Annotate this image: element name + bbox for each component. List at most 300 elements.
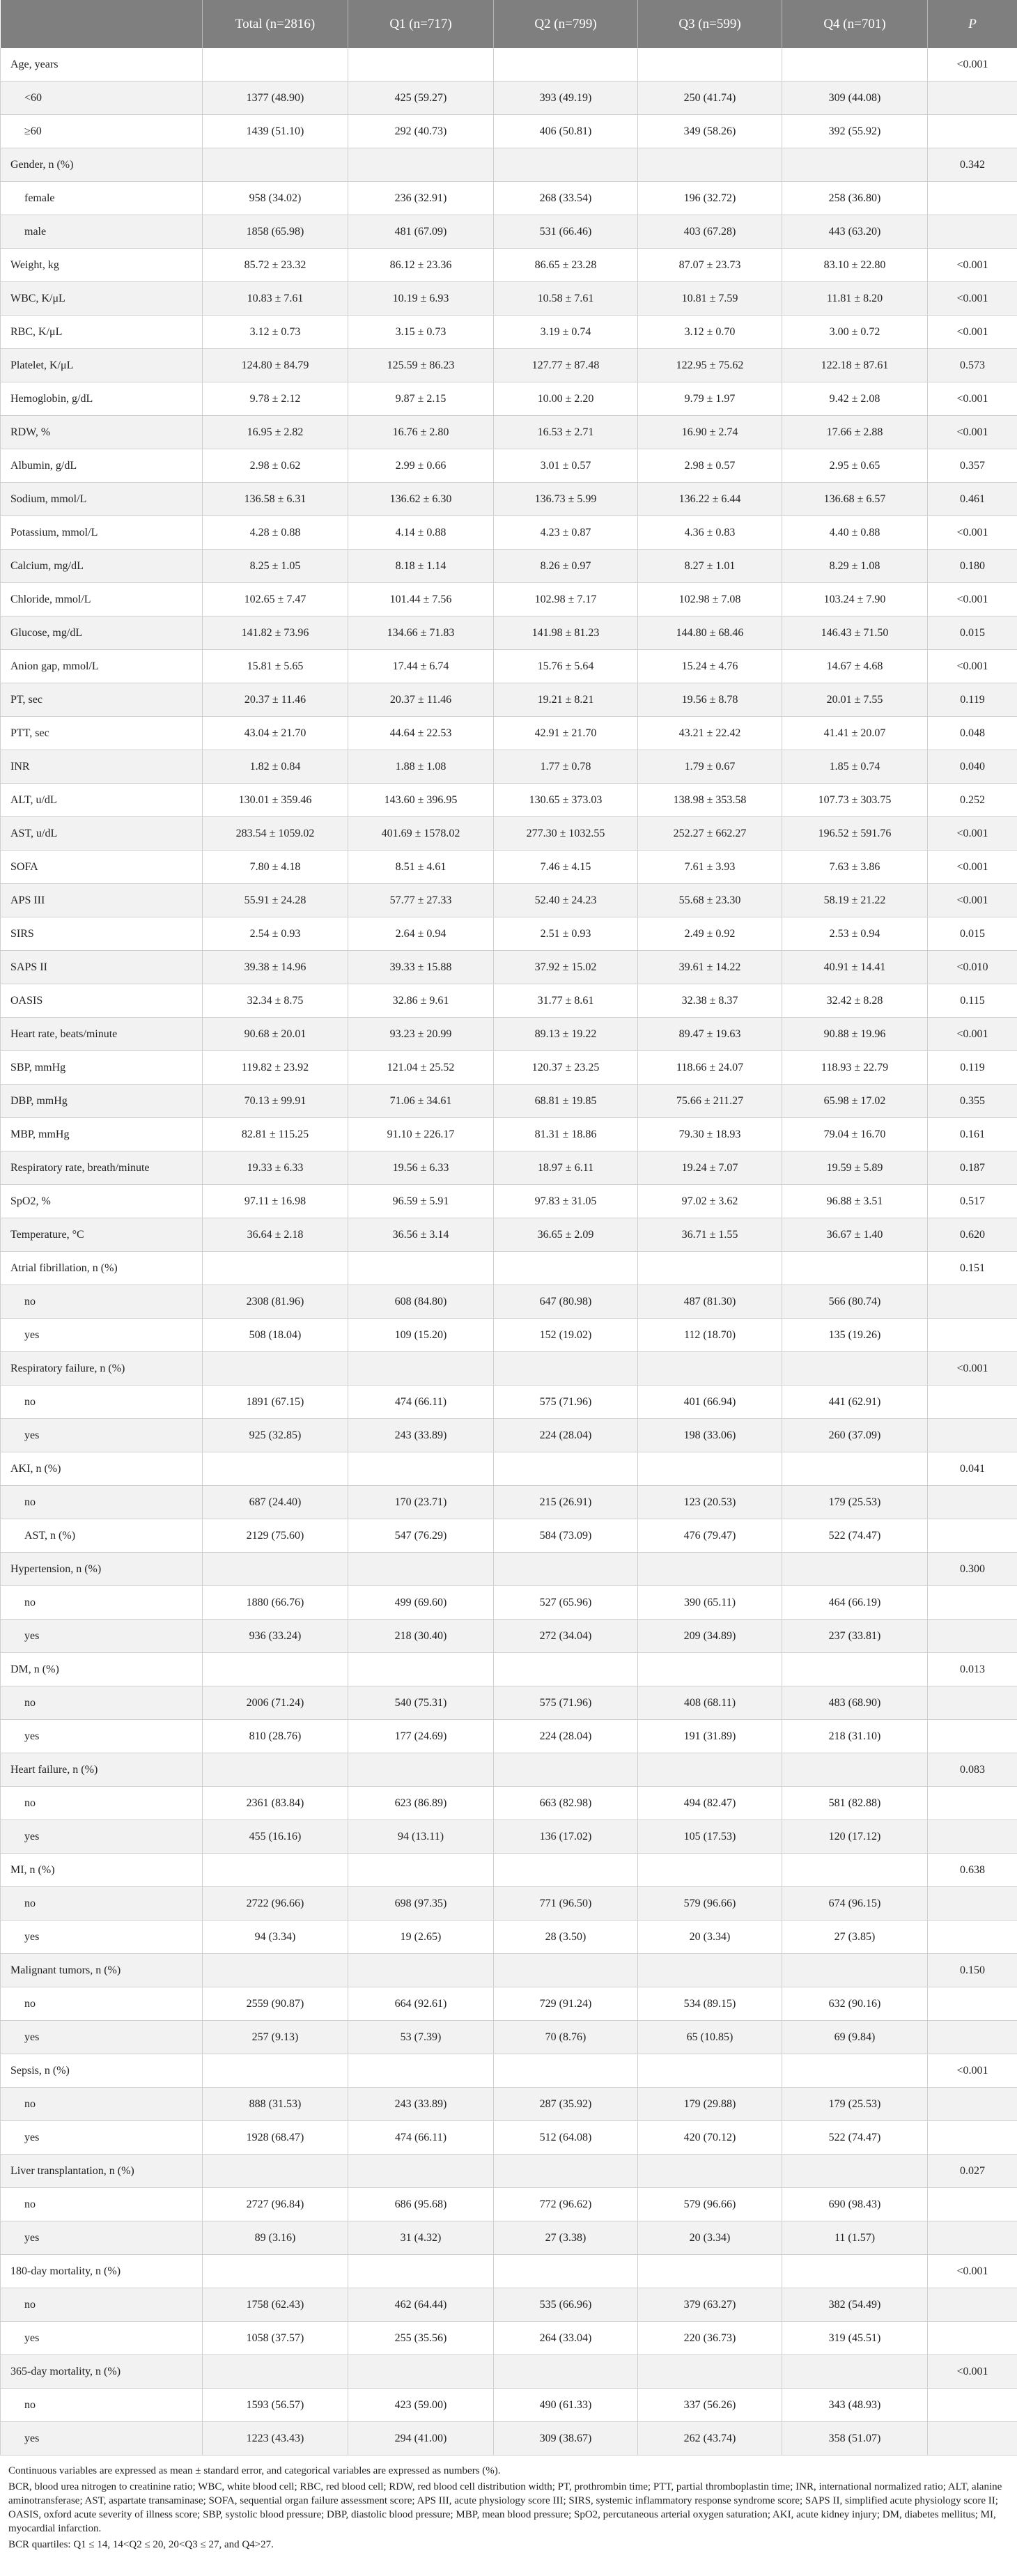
cell-q3: 1.79 ± 0.67 — [638, 750, 782, 784]
table-row — [1, 1854, 1017, 1887]
row-label: Chloride, mmol/L — [1, 583, 203, 616]
cell-p-value: 0.041 — [928, 1452, 1017, 1486]
cell-q3: 487 (81.30) — [638, 1285, 782, 1319]
cell-p-value: 0.180 — [928, 550, 1017, 583]
cell-p-value — [928, 2188, 1017, 2221]
cell-total: 2129 (75.60) — [203, 1519, 348, 1553]
cell-p-value — [928, 2422, 1017, 2455]
table-row — [1, 683, 1017, 717]
cell-q3: 32.38 ± 8.37 — [638, 984, 782, 1018]
cell-q1: 243 (33.89) — [348, 1419, 494, 1452]
cell-q2: 490 (61.33) — [494, 2389, 638, 2422]
cell-p-value: 0.150 — [928, 1954, 1017, 1987]
cell-total: 141.82 ± 73.96 — [203, 616, 348, 650]
row-label: SAPS II — [1, 951, 203, 984]
cell-q2: 264 (33.04) — [494, 2322, 638, 2355]
row-label: yes — [1, 2422, 203, 2455]
row-label: yes — [1, 1820, 203, 1854]
row-label: yes — [1, 2221, 203, 2255]
cell-total: 82.81 ± 115.25 — [203, 1118, 348, 1151]
cell-total — [203, 1452, 348, 1486]
cell-q1: 243 (33.89) — [348, 2088, 494, 2121]
cell-q4 — [782, 1452, 928, 1486]
cell-q1: 86.12 ± 23.36 — [348, 249, 494, 282]
row-label: MBP, mmHg — [1, 1118, 203, 1151]
cell-p-value — [928, 2288, 1017, 2322]
cell-q2: 406 (50.81) — [494, 115, 638, 148]
cell-p-value — [928, 182, 1017, 215]
cell-q2: 18.97 ± 6.11 — [494, 1151, 638, 1185]
cell-q3 — [638, 1452, 782, 1486]
cell-p-value — [928, 1820, 1017, 1854]
cell-p-value: <0.001 — [928, 316, 1017, 349]
header-q2: Q2 (n=799) — [494, 0, 638, 48]
table-row — [1, 616, 1017, 650]
cell-q4: 20.01 ± 7.55 — [782, 683, 928, 717]
cell-q4: 3.00 ± 0.72 — [782, 316, 928, 349]
cell-q4: 392 (55.92) — [782, 115, 928, 148]
cell-total: 8.25 ± 1.05 — [203, 550, 348, 583]
cell-q4: 32.42 ± 8.28 — [782, 984, 928, 1018]
table-row — [1, 2121, 1017, 2155]
cell-q4: 120 (17.12) — [782, 1820, 928, 1854]
cell-q1: 294 (41.00) — [348, 2422, 494, 2455]
cell-q3: 55.68 ± 23.30 — [638, 884, 782, 917]
table-row — [1, 2088, 1017, 2121]
cell-q2: 729 (91.24) — [494, 1987, 638, 2021]
cell-q4: 441 (62.91) — [782, 1386, 928, 1419]
cell-q2: 663 (82.98) — [494, 1787, 638, 1820]
cell-q1: 2.99 ± 0.66 — [348, 449, 494, 483]
cell-q4: 309 (44.08) — [782, 82, 928, 115]
cell-q1: 547 (76.29) — [348, 1519, 494, 1553]
table-row — [1, 1720, 1017, 1753]
cell-q1: 292 (40.73) — [348, 115, 494, 148]
cell-p-value — [928, 1921, 1017, 1954]
cell-q4: 65.98 ± 17.02 — [782, 1085, 928, 1118]
cell-q2: 3.19 ± 0.74 — [494, 316, 638, 349]
cell-q2 — [494, 1753, 638, 1787]
header-q1: Q1 (n=717) — [348, 0, 494, 48]
cell-p-value — [928, 2389, 1017, 2422]
cell-p-value: 0.187 — [928, 1151, 1017, 1185]
cell-q3: 209 (34.89) — [638, 1620, 782, 1653]
cell-q2: 268 (33.54) — [494, 182, 638, 215]
row-label: Liver transplantation, n (%) — [1, 2155, 203, 2188]
cell-q1: 19.56 ± 6.33 — [348, 1151, 494, 1185]
cell-q2: 535 (66.96) — [494, 2288, 638, 2322]
cell-q4 — [782, 1352, 928, 1386]
row-label: no — [1, 1787, 203, 1820]
table-row — [1, 249, 1017, 282]
cell-q3: 20 (3.34) — [638, 2221, 782, 2255]
cell-q3: 534 (89.15) — [638, 1987, 782, 2021]
cell-total: 1891 (67.15) — [203, 1386, 348, 1419]
cell-q3: 494 (82.47) — [638, 1787, 782, 1820]
table-row — [1, 1519, 1017, 1553]
cell-q4: 443 (63.20) — [782, 215, 928, 249]
cell-q2: 42.91 ± 21.70 — [494, 717, 638, 750]
table-row — [1, 1921, 1017, 1954]
cell-total: 1439 (51.10) — [203, 115, 348, 148]
cell-q4: 464 (66.19) — [782, 1586, 928, 1620]
header-p-value: P — [928, 0, 1017, 48]
cell-total: 15.81 ± 5.65 — [203, 650, 348, 683]
row-label: Heart failure, n (%) — [1, 1753, 203, 1787]
cell-p-value — [928, 2088, 1017, 2121]
cell-q1: 9.87 ± 2.15 — [348, 382, 494, 416]
cell-q3 — [638, 2155, 782, 2188]
cell-total: 2722 (96.66) — [203, 1887, 348, 1921]
cell-q1: 20.37 ± 11.46 — [348, 683, 494, 717]
table-row — [1, 1787, 1017, 1820]
cell-total: 32.34 ± 8.75 — [203, 984, 348, 1018]
cell-q4: 79.04 ± 16.70 — [782, 1118, 928, 1151]
row-label: Potassium, mmol/L — [1, 516, 203, 550]
cell-q1: 218 (30.40) — [348, 1620, 494, 1653]
table-row — [1, 115, 1017, 148]
cell-q4: 122.18 ± 87.61 — [782, 349, 928, 382]
cell-q4: 103.24 ± 7.90 — [782, 583, 928, 616]
table-row — [1, 1486, 1017, 1519]
footnote-line: Continuous variables are expressed as mean ± standard error, and categorical variables are expressed as numbers (%). — [8, 2465, 501, 2476]
cell-q2: 36.65 ± 2.09 — [494, 1218, 638, 1252]
row-label: DBP, mmHg — [1, 1085, 203, 1118]
cell-q1: 17.44 ± 6.74 — [348, 650, 494, 683]
cell-q1 — [348, 1452, 494, 1486]
cell-q2: 309 (38.67) — [494, 2422, 638, 2455]
table-row — [1, 1686, 1017, 1720]
table-row — [1, 1051, 1017, 1085]
row-label: yes — [1, 2121, 203, 2155]
row-label: Atrial fibrillation, n (%) — [1, 1252, 203, 1285]
cell-total: 2727 (96.84) — [203, 2188, 348, 2221]
cell-q2: 1.77 ± 0.78 — [494, 750, 638, 784]
cell-q2: 771 (96.50) — [494, 1887, 638, 1921]
table-row — [1, 650, 1017, 683]
cell-p-value — [928, 1987, 1017, 2021]
cell-total: 455 (16.16) — [203, 1820, 348, 1854]
cell-total: 1593 (56.57) — [203, 2389, 348, 2422]
cell-total: 4.28 ± 0.88 — [203, 516, 348, 550]
table-row — [1, 316, 1017, 349]
cell-q2: 136 (17.02) — [494, 1820, 638, 1854]
cell-p-value: <0.010 — [928, 951, 1017, 984]
cell-total — [203, 2355, 348, 2389]
cell-q1: 255 (35.56) — [348, 2322, 494, 2355]
cell-q2: 7.46 ± 4.15 — [494, 851, 638, 884]
cell-q4: 7.63 ± 3.86 — [782, 851, 928, 884]
cell-q4: 179 (25.53) — [782, 1486, 928, 1519]
cell-total: 130.01 ± 359.46 — [203, 784, 348, 817]
cell-q4: 96.88 ± 3.51 — [782, 1185, 928, 1218]
cell-q3: 122.95 ± 75.62 — [638, 349, 782, 382]
cell-q4: 17.66 ± 2.88 — [782, 416, 928, 449]
cell-q4: 36.67 ± 1.40 — [782, 1218, 928, 1252]
row-label: no — [1, 1686, 203, 1720]
cell-total — [203, 1352, 348, 1386]
cell-q4: 146.43 ± 71.50 — [782, 616, 928, 650]
cell-q3 — [638, 2355, 782, 2389]
cell-p-value: <0.001 — [928, 516, 1017, 550]
cell-q4: 632 (90.16) — [782, 1987, 928, 2021]
cell-q3: 43.21 ± 22.42 — [638, 717, 782, 750]
cell-q1: 44.64 ± 22.53 — [348, 717, 494, 750]
cell-q3: 39.61 ± 14.22 — [638, 951, 782, 984]
cell-p-value: 0.517 — [928, 1185, 1017, 1218]
table-row — [1, 1352, 1017, 1386]
table-row — [1, 583, 1017, 616]
cell-q1: 462 (64.44) — [348, 2288, 494, 2322]
cell-total: 43.04 ± 21.70 — [203, 717, 348, 750]
table-row — [1, 483, 1017, 516]
cell-q2: 152 (19.02) — [494, 1319, 638, 1352]
row-label: ALT, u/dL — [1, 784, 203, 817]
row-label: APS III — [1, 884, 203, 917]
cell-q3 — [638, 148, 782, 182]
table-row — [1, 2355, 1017, 2389]
cell-q1: 32.86 ± 9.61 — [348, 984, 494, 1018]
cell-p-value: <0.001 — [928, 2054, 1017, 2088]
table-row — [1, 2021, 1017, 2054]
cell-p-value — [928, 2322, 1017, 2355]
table-row — [1, 884, 1017, 917]
cell-q2: 28 (3.50) — [494, 1921, 638, 1954]
cell-p-value: <0.001 — [928, 48, 1017, 82]
table-row — [1, 851, 1017, 884]
cell-q1: 36.56 ± 3.14 — [348, 1218, 494, 1252]
cell-p-value — [928, 115, 1017, 148]
table-row — [1, 784, 1017, 817]
cell-q1: 170 (23.71) — [348, 1486, 494, 1519]
row-label: yes — [1, 1319, 203, 1352]
cell-p-value — [928, 1586, 1017, 1620]
cell-q3: 136.22 ± 6.44 — [638, 483, 782, 516]
cell-q2: 19.21 ± 8.21 — [494, 683, 638, 717]
cell-total: 55.91 ± 24.28 — [203, 884, 348, 917]
cell-q2: 8.26 ± 0.97 — [494, 550, 638, 583]
cell-q4 — [782, 2155, 928, 2188]
cell-q2: 287 (35.92) — [494, 2088, 638, 2121]
cell-total: 1928 (68.47) — [203, 2121, 348, 2155]
cell-q4: 581 (82.88) — [782, 1787, 928, 1820]
cell-q3: 123 (20.53) — [638, 1486, 782, 1519]
cell-q3: 379 (63.27) — [638, 2288, 782, 2322]
cell-q3: 403 (67.28) — [638, 215, 782, 249]
cell-q1: 53 (7.39) — [348, 2021, 494, 2054]
cell-q2: 575 (71.96) — [494, 1386, 638, 1419]
table-row — [1, 282, 1017, 316]
cell-q2: 772 (96.62) — [494, 2188, 638, 2221]
row-label: RBC, K/μL — [1, 316, 203, 349]
cell-q4: 260 (37.09) — [782, 1419, 928, 1452]
cell-q4: 522 (74.47) — [782, 1519, 928, 1553]
cell-total: 124.80 ± 84.79 — [203, 349, 348, 382]
cell-p-value — [928, 1620, 1017, 1653]
row-label: no — [1, 2188, 203, 2221]
table-header-row — [1, 0, 1017, 48]
cell-q3: 220 (36.73) — [638, 2322, 782, 2355]
cell-total: 70.13 ± 99.91 — [203, 1085, 348, 1118]
cell-total: 90.68 ± 20.01 — [203, 1018, 348, 1051]
cell-q3: 105 (17.53) — [638, 1820, 782, 1854]
cell-q4 — [782, 148, 928, 182]
cell-q4 — [782, 2054, 928, 2088]
row-label: no — [1, 1586, 203, 1620]
cell-q2: 10.58 ± 7.61 — [494, 282, 638, 316]
table-row — [1, 1620, 1017, 1653]
cell-p-value — [928, 2121, 1017, 2155]
row-label: WBC, K/μL — [1, 282, 203, 316]
cell-q1: 474 (66.11) — [348, 1386, 494, 1419]
cell-q1: 39.33 ± 15.88 — [348, 951, 494, 984]
cell-p-value: 0.357 — [928, 449, 1017, 483]
cell-p-value: 0.252 — [928, 784, 1017, 817]
cell-q4: 11.81 ± 8.20 — [782, 282, 928, 316]
cell-q3: 7.61 ± 3.93 — [638, 851, 782, 884]
cell-q1: 686 (95.68) — [348, 2188, 494, 2221]
row-label: Platelet, K/μL — [1, 349, 203, 382]
row-label: AST, n (%) — [1, 1519, 203, 1553]
cell-q1 — [348, 1954, 494, 1987]
row-label: Gender, n (%) — [1, 148, 203, 182]
cell-q2 — [494, 1352, 638, 1386]
row-label: yes — [1, 1921, 203, 1954]
cell-q1: 4.14 ± 0.88 — [348, 516, 494, 550]
cell-q3: 144.80 ± 68.46 — [638, 616, 782, 650]
table-row — [1, 817, 1017, 851]
cell-q3: 4.36 ± 0.83 — [638, 516, 782, 550]
cell-p-value: 0.115 — [928, 984, 1017, 1018]
cell-total: 283.54 ± 1059.02 — [203, 817, 348, 851]
row-label: Hypertension, n (%) — [1, 1553, 203, 1586]
cell-q1: 8.51 ± 4.61 — [348, 851, 494, 884]
cell-q2: 52.40 ± 24.23 — [494, 884, 638, 917]
table-row — [1, 382, 1017, 416]
table-row — [1, 1252, 1017, 1285]
cell-total: 257 (9.13) — [203, 2021, 348, 2054]
cell-p-value — [928, 2021, 1017, 2054]
cell-q3: 19.24 ± 7.07 — [638, 1151, 782, 1185]
cell-q3: 250 (41.74) — [638, 82, 782, 115]
cell-q4: 343 (48.93) — [782, 2389, 928, 2422]
cell-q3: 102.98 ± 7.08 — [638, 583, 782, 616]
cell-q1 — [348, 1553, 494, 1586]
row-label: Glucose, mg/dL — [1, 616, 203, 650]
cell-total: 936 (33.24) — [203, 1620, 348, 1653]
header-total: Total (n=2816) — [203, 0, 348, 48]
cell-q3: 65 (10.85) — [638, 2021, 782, 2054]
cell-q4: 58.19 ± 21.22 — [782, 884, 928, 917]
cell-total — [203, 1553, 348, 1586]
cell-q4: 674 (96.15) — [782, 1887, 928, 1921]
cell-total — [203, 1753, 348, 1787]
cell-q4: 319 (45.51) — [782, 2322, 928, 2355]
cell-q1: 121.04 ± 25.52 — [348, 1051, 494, 1085]
cell-q2: 97.83 ± 31.05 — [494, 1185, 638, 1218]
cell-q3: 198 (33.06) — [638, 1419, 782, 1452]
cell-p-value: <0.001 — [928, 382, 1017, 416]
cell-q2 — [494, 1954, 638, 1987]
cell-q1: 1.88 ± 1.08 — [348, 750, 494, 784]
cell-total: 10.83 ± 7.61 — [203, 282, 348, 316]
cell-q2: 70 (8.76) — [494, 2021, 638, 2054]
cell-total: 1377 (48.90) — [203, 82, 348, 115]
row-label: yes — [1, 2322, 203, 2355]
table-row — [1, 1987, 1017, 2021]
cell-q3: 196 (32.72) — [638, 182, 782, 215]
cell-q3 — [638, 1553, 782, 1586]
cell-total: 3.12 ± 0.73 — [203, 316, 348, 349]
cell-p-value — [928, 215, 1017, 249]
cell-q4: 358 (51.07) — [782, 2422, 928, 2455]
cell-q1 — [348, 1352, 494, 1386]
cell-q2: 120.37 ± 23.25 — [494, 1051, 638, 1085]
cell-q4 — [782, 1753, 928, 1787]
table-row — [1, 82, 1017, 115]
row-label: no — [1, 1887, 203, 1921]
cell-p-value: 0.027 — [928, 2155, 1017, 2188]
cell-total: 36.64 ± 2.18 — [203, 1218, 348, 1252]
cell-q3: 252.27 ± 662.27 — [638, 817, 782, 851]
cell-p-value: 0.355 — [928, 1085, 1017, 1118]
cell-total: 2.98 ± 0.62 — [203, 449, 348, 483]
cell-p-value: 0.620 — [928, 1218, 1017, 1252]
cell-q2: 277.30 ± 1032.55 — [494, 817, 638, 851]
cell-q1: 540 (75.31) — [348, 1686, 494, 1720]
cell-q3: 79.30 ± 18.93 — [638, 1118, 782, 1151]
cell-q2: 89.13 ± 19.22 — [494, 1018, 638, 1051]
cell-q3: 401 (66.94) — [638, 1386, 782, 1419]
table-row — [1, 416, 1017, 449]
table-row — [1, 1419, 1017, 1452]
row-label: no — [1, 2088, 203, 2121]
cell-q3: 112 (18.70) — [638, 1319, 782, 1352]
cell-q3: 118.66 ± 24.07 — [638, 1051, 782, 1085]
cell-q1: 143.60 ± 396.95 — [348, 784, 494, 817]
cell-q4: 14.67 ± 4.68 — [782, 650, 928, 683]
cell-q4 — [782, 2355, 928, 2389]
cell-total — [203, 2054, 348, 2088]
row-label: no — [1, 1386, 203, 1419]
cell-q2: 647 (80.98) — [494, 1285, 638, 1319]
table-row — [1, 1386, 1017, 1419]
table-body — [1, 48, 1017, 2455]
row-label: Hemoglobin, g/dL — [1, 382, 203, 416]
cell-q4: 179 (25.53) — [782, 2088, 928, 2121]
table-row — [1, 215, 1017, 249]
cell-q3: 390 (65.11) — [638, 1586, 782, 1620]
cell-p-value — [928, 1319, 1017, 1352]
cell-q1: 125.59 ± 86.23 — [348, 349, 494, 382]
cell-q2: 86.65 ± 23.28 — [494, 249, 638, 282]
cell-q4: 136.68 ± 6.57 — [782, 483, 928, 516]
cell-q3: 3.12 ± 0.70 — [638, 316, 782, 349]
cell-q1: 423 (59.00) — [348, 2389, 494, 2422]
cell-q4 — [782, 1252, 928, 1285]
row-label: Age, years — [1, 48, 203, 82]
cell-q2: 393 (49.19) — [494, 82, 638, 115]
cell-p-value — [928, 82, 1017, 115]
cell-total: 16.95 ± 2.82 — [203, 416, 348, 449]
table-row — [1, 750, 1017, 784]
cell-q4: 135 (19.26) — [782, 1319, 928, 1352]
cell-q3 — [638, 1352, 782, 1386]
row-label: INR — [1, 750, 203, 784]
row-label: SBP, mmHg — [1, 1051, 203, 1085]
cell-q1: 623 (86.89) — [348, 1787, 494, 1820]
cell-q1: 109 (15.20) — [348, 1319, 494, 1352]
